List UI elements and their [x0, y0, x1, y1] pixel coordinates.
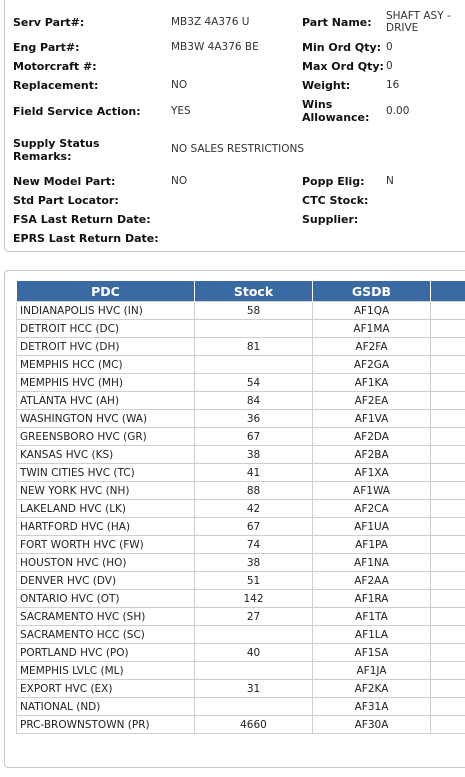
gsdb-cell: AF1PA	[313, 536, 431, 554]
extra-cell	[431, 320, 465, 338]
gsdb-cell: AF1VA	[313, 410, 431, 428]
stock-cell: 38	[195, 554, 313, 572]
gsdb-cell: AF1KA	[313, 374, 431, 392]
table-row[interactable]	[17, 590, 465, 608]
field-service-action-label: Field Service Action:	[13, 105, 141, 118]
extra-cell	[431, 428, 465, 446]
gsdb-cell: AF2BA	[313, 446, 431, 464]
table-row[interactable]	[17, 680, 465, 698]
popp-elig-value: N	[386, 175, 394, 187]
extra-cell	[431, 662, 465, 680]
stock-cell: 142	[195, 590, 313, 608]
extra-cell	[431, 302, 465, 320]
serv-part-label: Serv Part#:	[13, 16, 85, 29]
gsdb-cell: AF2KA	[313, 680, 431, 698]
pdc-cell: KANSAS HVC (KS)	[17, 446, 195, 464]
new-model-part-value: NO	[171, 175, 188, 187]
extra-cell	[431, 338, 465, 356]
gsdb-cell: AF1QA	[313, 302, 431, 320]
table-row[interactable]	[17, 356, 465, 374]
stock-cell: 51	[195, 572, 313, 590]
part-info-panel	[4, 0, 465, 252]
replacement-label: Replacement:	[13, 79, 99, 92]
pdc-cell: LAKELAND HVC (LK)	[17, 500, 195, 518]
gsdb-cell: AF31A	[313, 698, 431, 716]
table-row[interactable]	[17, 410, 465, 428]
part-name-value-line2: DRIVE	[386, 22, 419, 34]
extra-cell	[431, 392, 465, 410]
stock-cell: 67	[195, 428, 313, 446]
gsdb-cell: AF2GA	[313, 356, 431, 374]
extra-cell	[431, 698, 465, 716]
pdc-cell: GREENSBORO HVC (GR)	[17, 428, 195, 446]
extra-cell	[431, 572, 465, 590]
stock-cell: 41	[195, 464, 313, 482]
table-row[interactable]	[17, 464, 465, 482]
column-header-extra	[431, 281, 465, 302]
extra-cell	[431, 608, 465, 626]
gsdb-cell: AF1XA	[313, 464, 431, 482]
part-name-value-line1: SHAFT ASY -	[386, 10, 451, 22]
table-row[interactable]	[17, 554, 465, 572]
table-row[interactable]	[17, 536, 465, 554]
gsdb-cell: AF2EA	[313, 392, 431, 410]
stock-cell: 74	[195, 536, 313, 554]
pdc-cell: MEMPHIS HVC (MH)	[17, 374, 195, 392]
stock-cell: 84	[195, 392, 313, 410]
extra-cell	[431, 482, 465, 500]
stock-cell: 4660	[195, 716, 313, 734]
pdc-table-body	[17, 302, 465, 734]
extra-cell	[431, 446, 465, 464]
table-row[interactable]	[17, 374, 465, 392]
pdc-cell: SACRAMENTO HVC (SH)	[17, 608, 195, 626]
extra-cell	[431, 536, 465, 554]
table-row[interactable]	[17, 302, 465, 320]
pdc-cell: HOUSTON HVC (HO)	[17, 554, 195, 572]
wins-allowance-label-line1: Wins	[302, 98, 333, 111]
pdc-cell: DENVER HVC (DV)	[17, 572, 195, 590]
table-row[interactable]	[17, 518, 465, 536]
extra-cell	[431, 518, 465, 536]
stock-cell: 27	[195, 608, 313, 626]
gsdb-cell: AF1TA	[313, 608, 431, 626]
supply-status-label-line2: Remarks:	[13, 150, 72, 163]
stock-cell: 42	[195, 500, 313, 518]
pdc-cell: MEMPHIS LVLC (ML)	[17, 662, 195, 680]
stock-cell: 31	[195, 680, 313, 698]
table-row[interactable]	[17, 482, 465, 500]
pdc-stock-panel	[4, 270, 465, 768]
pdc-cell: NEW YORK HVC (NH)	[17, 482, 195, 500]
gsdb-cell: AF2FA	[313, 338, 431, 356]
std-part-locator-label: Std Part Locator:	[13, 194, 119, 207]
extra-cell	[431, 410, 465, 428]
column-header-stock[interactable]: Stock	[195, 281, 313, 302]
extra-cell	[431, 356, 465, 374]
pdc-cell: TWIN CITIES HVC (TC)	[17, 464, 195, 482]
pdc-cell: FORT WORTH HVC (FW)	[17, 536, 195, 554]
gsdb-cell: AF1RA	[313, 590, 431, 608]
pdc-cell: MEMPHIS HCC (MC)	[17, 356, 195, 374]
extra-cell	[431, 644, 465, 662]
extra-cell	[431, 464, 465, 482]
gsdb-cell: AF1JA	[313, 662, 431, 680]
eng-part-value: MB3W 4A376 BE	[171, 41, 259, 53]
column-header-gsdb[interactable]: GSDB	[313, 281, 431, 302]
stock-cell	[195, 662, 313, 680]
stock-cell: 40	[195, 644, 313, 662]
extra-cell	[431, 590, 465, 608]
pdc-cell: PRC-BROWNSTOWN (PR)	[17, 716, 195, 734]
stock-cell: 54	[195, 374, 313, 392]
stock-cell: 67	[195, 518, 313, 536]
replacement-value: NO	[171, 79, 188, 91]
pdc-cell: ONTARIO HVC (OT)	[17, 590, 195, 608]
pdc-cell: HARTFORD HVC (HA)	[17, 518, 195, 536]
max-ord-qty-label: Max Ord Qty:	[302, 60, 384, 73]
table-row[interactable]	[17, 320, 465, 338]
table-row[interactable]	[17, 716, 465, 734]
gsdb-cell: AF2AA	[313, 572, 431, 590]
supply-status-label-line1: Supply Status	[13, 137, 100, 150]
weight-value: 16	[386, 79, 400, 91]
stock-cell: 38	[195, 446, 313, 464]
stock-cell: 81	[195, 338, 313, 356]
popp-elig-label: Popp Elig:	[302, 175, 365, 188]
extra-cell	[431, 626, 465, 644]
extra-cell	[431, 554, 465, 572]
stock-cell	[195, 626, 313, 644]
wins-allowance-value: 0.00	[386, 105, 410, 117]
field-service-action-value: YES	[171, 105, 191, 117]
supplier-label: Supplier:	[302, 213, 359, 226]
table-row[interactable]	[17, 446, 465, 464]
wins-allowance-label-line2: Allowance:	[302, 111, 370, 124]
gsdb-cell: AF30A	[313, 716, 431, 734]
gsdb-cell: AF1UA	[313, 518, 431, 536]
part-name-label: Part Name:	[302, 16, 372, 29]
pdc-cell: NATIONAL (ND)	[17, 698, 195, 716]
ctc-stock-label: CTC Stock:	[302, 194, 369, 207]
table-row[interactable]	[17, 608, 465, 626]
pdc-cell: PORTLAND HVC (PO)	[17, 644, 195, 662]
serv-part-value: MB3Z 4A376 U	[171, 16, 250, 28]
gsdb-cell: AF1SA	[313, 644, 431, 662]
extra-cell	[431, 374, 465, 392]
gsdb-cell: AF2DA	[313, 428, 431, 446]
stock-cell	[195, 320, 313, 338]
gsdb-cell: AF2CA	[313, 500, 431, 518]
eprs-last-return-date-label: EPRS Last Return Date:	[13, 232, 159, 245]
gsdb-cell: AF1NA	[313, 554, 431, 572]
stock-cell: 58	[195, 302, 313, 320]
table-row[interactable]	[17, 392, 465, 410]
motorcraft-label: Motorcraft #:	[13, 60, 97, 73]
extra-cell	[431, 716, 465, 734]
pdc-cell: ATLANTA HVC (AH)	[17, 392, 195, 410]
table-row[interactable]	[17, 644, 465, 662]
stock-cell: 36	[195, 410, 313, 428]
stock-cell: 88	[195, 482, 313, 500]
extra-cell	[431, 500, 465, 518]
table-row[interactable]	[17, 698, 465, 716]
gsdb-cell: AF1MA	[313, 320, 431, 338]
table-row[interactable]	[17, 662, 465, 680]
pdc-cell: DETROIT HVC (DH)	[17, 338, 195, 356]
stock-cell	[195, 698, 313, 716]
pdc-cell: WASHINGTON HVC (WA)	[17, 410, 195, 428]
min-ord-qty-label: Min Ord Qty:	[302, 41, 382, 54]
column-header-pdc[interactable]: PDC	[17, 281, 195, 302]
table-row[interactable]	[17, 572, 465, 590]
max-ord-qty-value: 0	[386, 60, 393, 72]
gsdb-cell: AF1WA	[313, 482, 431, 500]
gsdb-cell: AF1LA	[313, 626, 431, 644]
pdc-cell: DETROIT HCC (DC)	[17, 320, 195, 338]
fsa-last-return-date-label: FSA Last Return Date:	[13, 213, 151, 226]
extra-cell	[431, 680, 465, 698]
min-ord-qty-value: 0	[386, 41, 393, 53]
pdc-stock-table	[16, 280, 465, 734]
table-header-row	[17, 281, 465, 302]
table-row[interactable]	[17, 338, 465, 356]
eng-part-label: Eng Part#:	[13, 41, 80, 54]
pdc-cell: SACRAMENTO HCC (SC)	[17, 626, 195, 644]
weight-label: Weight:	[302, 79, 351, 92]
pdc-cell: EXPORT HVC (EX)	[17, 680, 195, 698]
table-row[interactable]	[17, 428, 465, 446]
table-row[interactable]	[17, 626, 465, 644]
stock-cell	[195, 356, 313, 374]
pdc-cell: INDIANAPOLIS HVC (IN)	[17, 302, 195, 320]
supply-status-value: NO SALES RESTRICTIONS	[171, 143, 305, 155]
table-row[interactable]	[17, 500, 465, 518]
new-model-part-label: New Model Part:	[13, 175, 116, 188]
